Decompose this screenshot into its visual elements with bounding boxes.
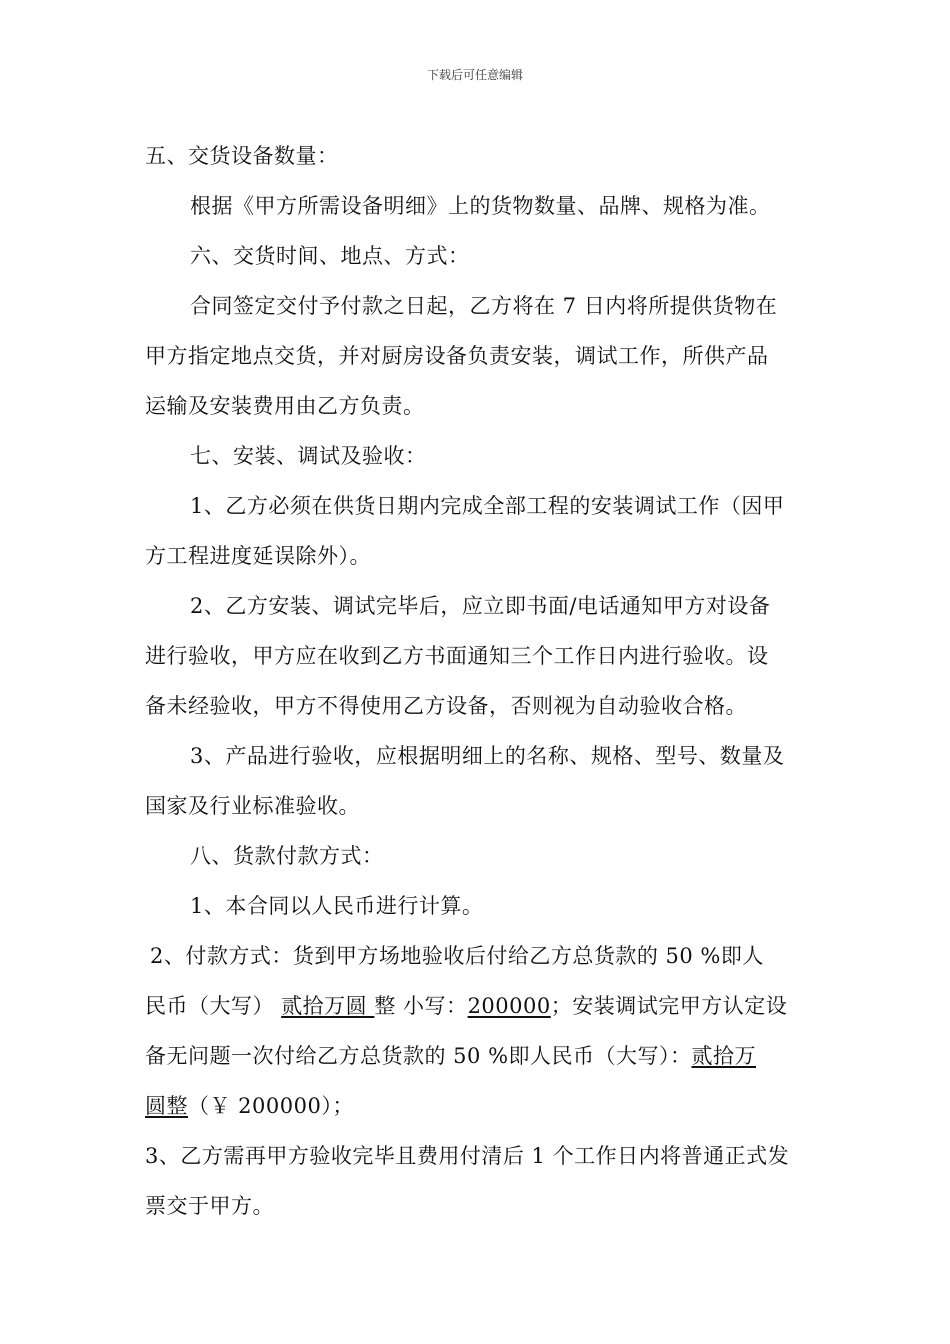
paragraph-line: 方工程进度延误除外）。	[145, 544, 371, 568]
section-heading-7: 七、安装、调试及验收：	[190, 444, 427, 468]
page-header: 下载后可任意编辑	[426, 68, 523, 82]
amount-uppercase: 贰拾万圆	[281, 994, 375, 1018]
paragraph-line: 备未经验收，甲方不得使用乙方设备，否则视为自动验收合格。	[145, 694, 747, 718]
text-segment: ；安装调试完甲方认定设	[550, 994, 788, 1018]
paragraph-line: 3、乙方需再甲方验收完毕且费用付清后 1 个工作日内将普通正式发	[145, 1144, 790, 1168]
paragraph-line: 根据《甲方所需设备明细》上的货物数量、品牌、规格为准。	[190, 194, 771, 218]
paragraph-line: 运输及安装费用由乙方负责。	[145, 394, 425, 418]
paragraph-line: 1、乙方必须在供货日期内完成全部工程的安装调试工作（因甲	[190, 494, 785, 518]
paragraph-line: 2、付款方式：货到甲方场地验收后付给乙方总货款的 50 %即人	[150, 944, 764, 968]
paragraph-line: 1、本合同以人民币进行计算。	[190, 894, 484, 918]
text-segment: 备无问题一次付给乙方总货款的 50 %即人民币（大写）：	[145, 1044, 692, 1068]
paragraph-line: 进行验收，甲方应在收到乙方书面通知三个工作日内进行验收。设	[145, 644, 769, 668]
paragraph-line: 2、乙方安装、调试完毕后，应立即书面/电话通知甲方对设备	[190, 594, 771, 618]
paragraph-line: 票交于甲方。	[145, 1194, 274, 1218]
paragraph-line: 国家及行业标准验收。	[145, 794, 360, 818]
amount-number: 200000	[467, 994, 551, 1018]
section-heading-6: 六、交货时间、地点、方式：	[190, 244, 470, 268]
payment-line	[145, 1040, 756, 1070]
paragraph-line: 甲方指定地点交货，并对厨房设备负责安装，调试工作，所供产品	[145, 344, 769, 368]
payment-line	[145, 1090, 354, 1120]
amount-uppercase: 贰拾万	[691, 1044, 757, 1068]
paragraph-line: 3、产品进行验收，应根据明细上的名称、规格、型号、数量及	[190, 744, 785, 768]
section-heading-5: 五、交货设备数量：	[145, 144, 339, 168]
text-segment: （￥ 200000）；	[188, 1094, 354, 1118]
amount-uppercase: 圆整	[145, 1094, 188, 1118]
payment-line	[145, 990, 787, 1020]
text-segment: 民币（大写）	[145, 994, 282, 1018]
text-segment: 整 小写：	[374, 994, 468, 1018]
paragraph-line: 合同签定交付予付款之日起，乙方将在 7 日内将所提供货物在	[190, 294, 778, 318]
section-heading-8: 八、货款付款方式：	[190, 844, 384, 868]
